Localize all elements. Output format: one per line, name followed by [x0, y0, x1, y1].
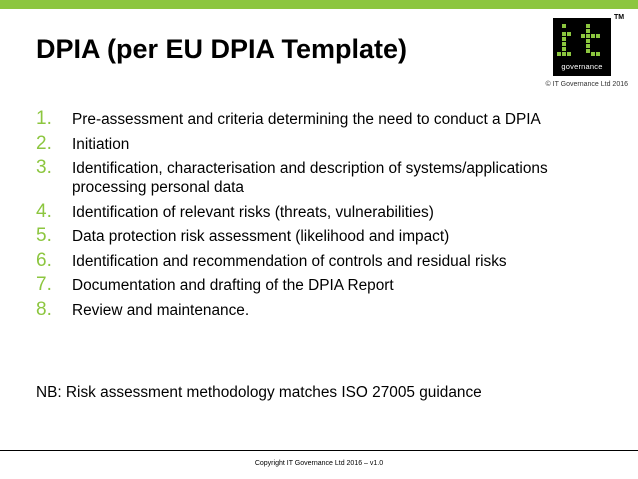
- list-item-number: 7.: [36, 274, 52, 295]
- list-item-text: Review and maintenance.: [72, 301, 250, 319]
- list-item: [36, 159, 596, 197]
- list-item-number: 6.: [36, 249, 52, 271]
- logo-wordmark: governance: [561, 62, 603, 71]
- list-item: [36, 249, 596, 271]
- list-item-text: Initiation: [72, 135, 130, 153]
- list-item-number: 8.: [36, 298, 52, 320]
- list-item-text: Documentation and drafting of the DPIA Report: [72, 277, 394, 294]
- list-item: [36, 298, 596, 320]
- list-item: [36, 110, 596, 129]
- list-item-text: Identification, characterisation and description of systems/applications processing personal data: [72, 160, 548, 196]
- footer-copyright: Copyright IT Governance Ltd 2016 – v1.0: [254, 460, 384, 467]
- list-item: [36, 200, 596, 222]
- dpia-steps-list: [36, 110, 596, 325]
- trademark-symbol: TM: [614, 14, 625, 21]
- copyright-header: © IT Governance Ltd 2016: [545, 81, 628, 88]
- methodology-note: NB: Risk assessment methodology matches ISO 27005 guidance: [36, 384, 482, 401]
- top-accent-bar: [0, 0, 638, 9]
- list-item-number: 4.: [36, 200, 52, 222]
- list-item-text: Pre-assessment and criteria determining the need to conduct a DPIA: [72, 111, 541, 128]
- list-item: [36, 276, 596, 295]
- list-item-text: Identification of relevant risks (threats, vulnerabilities): [72, 203, 434, 221]
- list-item: [36, 132, 596, 154]
- list-item-text: Identification and recommendation of controls and residual risks: [72, 252, 507, 270]
- list-item-number: 2.: [36, 132, 52, 154]
- list-item-number: 3.: [36, 157, 52, 178]
- list-item-number: 1.: [36, 108, 52, 129]
- slide-title: DPIA (per EU DPIA Template): [36, 34, 408, 64]
- list-item-number: 5.: [36, 225, 52, 246]
- logo-dot-pattern: [553, 18, 611, 62]
- it-governance-logo-icon: [553, 18, 611, 76]
- footer-divider: [0, 450, 638, 451]
- list-item-text: Data protection risk assessment (likelihood and impact): [72, 228, 450, 245]
- list-item: [36, 227, 596, 246]
